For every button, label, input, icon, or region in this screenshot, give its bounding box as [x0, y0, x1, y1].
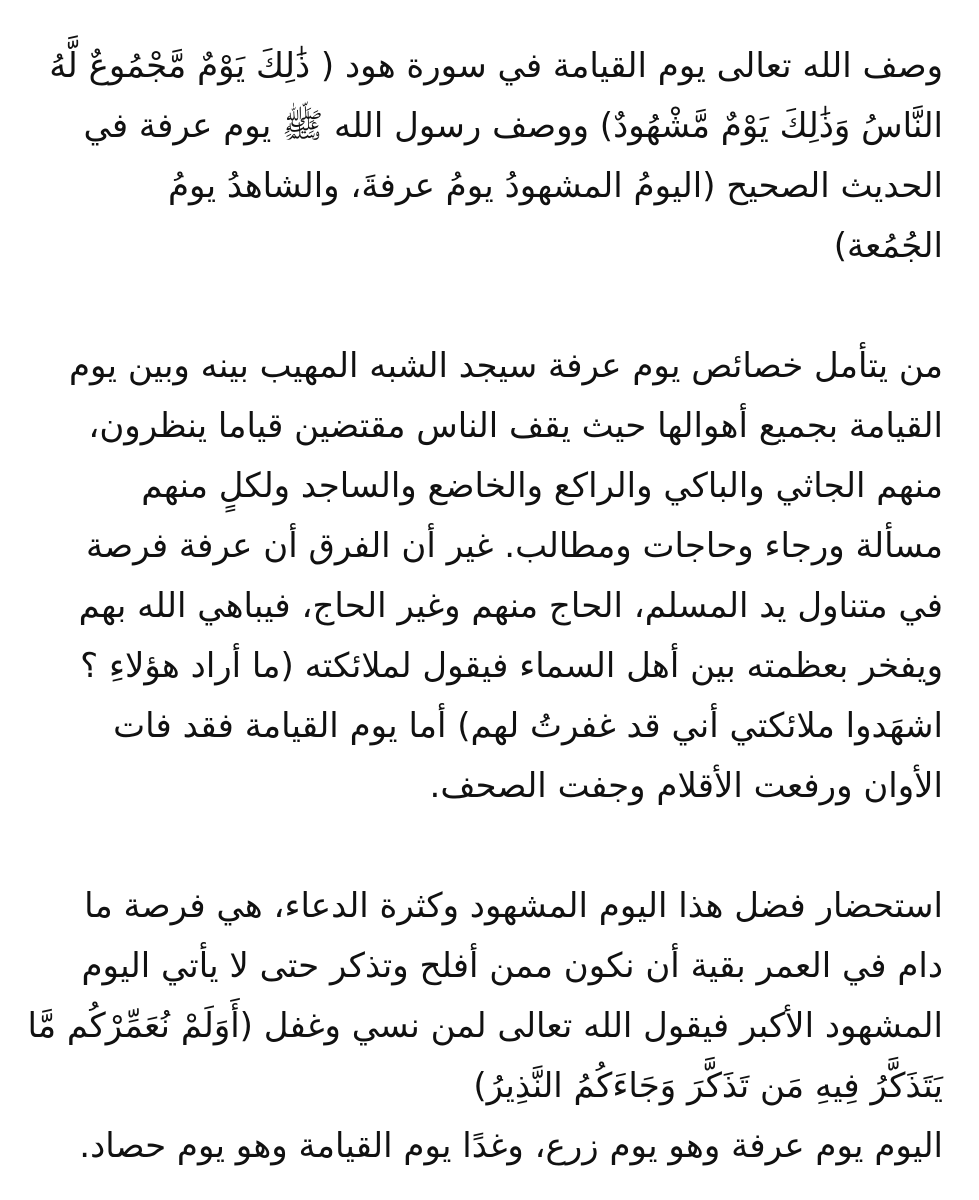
text-line: يَتَذَكَّرُ فِيهِ مَن تَذَكَّرَ وَجَاءَكُمُ النَّذِيرُ): [473, 1066, 943, 1106]
text-line: من يتأمل خصائص يوم عرفة سيجد الشبه المهيب بينه وبين يوم: [68, 346, 943, 386]
text-line: مسألة ورجاء وحاجات ومطالب. غير أن الفرق أن عرفة فرصة: [86, 526, 943, 566]
text-line: المشهود الأكبر فيقول الله تعالى لمن نسي وغفل (أَوَلَمْ نُعَمِّرْكُم مَّا: [27, 1006, 943, 1046]
text-line: النَّاسُ وَذَٰلِكَ يَوْمٌ مَّشْهُودٌ) ووصف رسول الله ﷺ يوم عرفة في: [83, 106, 943, 146]
paragraph-2: [28, 336, 943, 816]
paragraph-3: [28, 876, 943, 1176]
text-line: اشهَدوا ملائكتي أني قد غفرتُ لهم) أما يوم القيامة فقد فات: [113, 706, 943, 746]
text-line: استحضار فضل هذا اليوم المشهود وكثرة الدعاء، هي فرصة ما: [84, 886, 943, 926]
text-line: الأوان ورفعت الأقلام وجفت الصحف.: [429, 766, 943, 806]
paragraph-1: [28, 36, 943, 276]
paragraph-spacer: [28, 816, 943, 876]
text-line: اليوم يوم عرفة وهو يوم زرع، وغدًا يوم القيامة وهو يوم حصاد.: [79, 1126, 943, 1166]
text-line: وصف الله تعالى يوم القيامة في سورة هود ( ذَٰلِكَ يَوْمٌ مَّجْمُوعٌ لَّهُ: [49, 46, 943, 86]
text-line: الحديث الصحيح (اليومُ المشهودُ يومُ عرفةَ، والشاهدُ يومُ: [167, 166, 943, 206]
text-line: الجُمُعة): [833, 226, 943, 266]
text-line: في متناول يد المسلم، الحاج منهم وغير الحاج، فيباهي الله بهم: [78, 586, 943, 626]
text-line: دام في العمر بقية أن نكون ممن أفلح وتذكر حتى لا يأتي اليوم: [81, 946, 943, 986]
text-line: منهم الجاثي والباكي والراكع والخاضع والساجد ولكلٍ منهم: [141, 466, 943, 506]
text-line: ويفخر بعظمته بين أهل السماء فيقول لملائكته (ما أراد هؤلاءِ ؟: [80, 646, 943, 686]
text-line: القيامة بجميع أهوالها حيث يقف الناس مقتضين قياما ينظرون،: [88, 406, 943, 446]
paragraph-spacer: [28, 276, 943, 336]
